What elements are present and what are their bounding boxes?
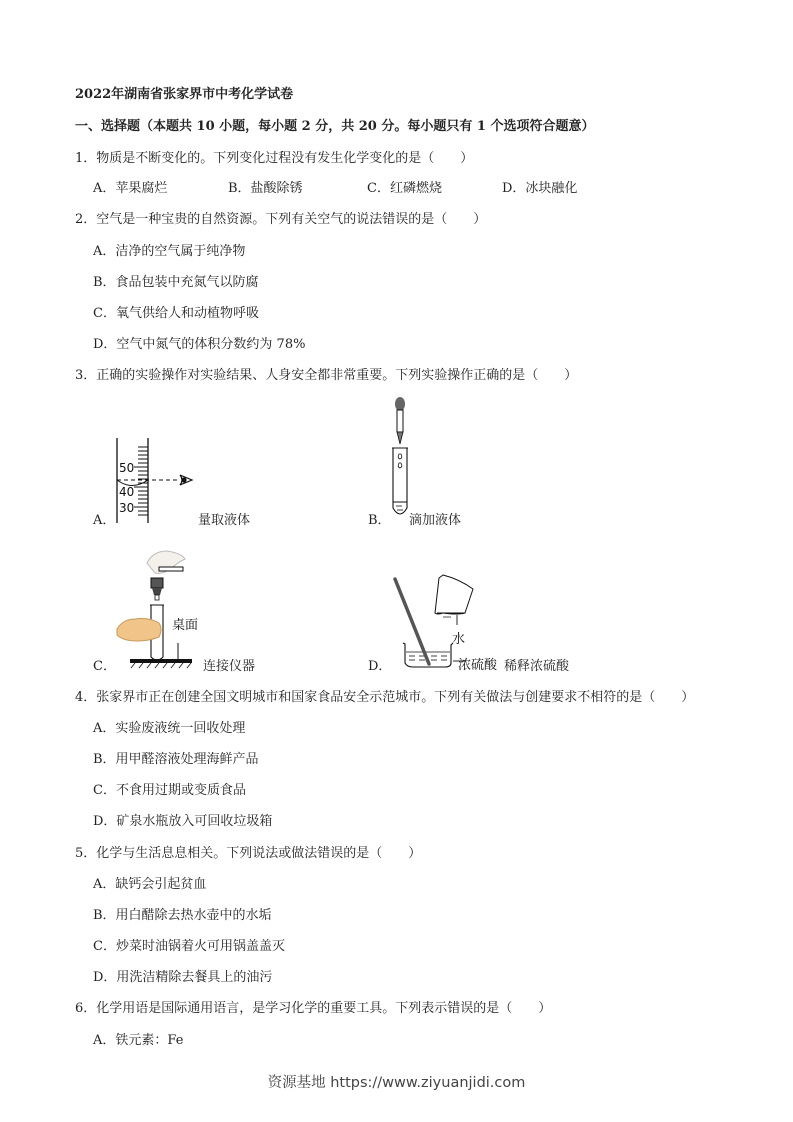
question-5-option-c: C．炒菜时油锅着火可用锅盖盖灭 (93, 939, 285, 954)
question-3-option-d-caption: 稀释浓硫酸 (504, 659, 570, 674)
graduated-cylinder-diagram (110, 436, 205, 526)
question-3-option-d-letter: D． (368, 659, 392, 674)
connecting-apparatus-diagram (115, 545, 205, 670)
question-1-option-c: C．红磷燃烧 (367, 181, 442, 196)
question-1-stem: 1．物质是不断变化的。下列变化过程没有发生化学变化的是（ ） (75, 151, 474, 166)
question-1-option-d: D．冰块融化 (502, 181, 578, 196)
question-2-option-c: C．氧气供给人和动植物呼吸 (93, 306, 259, 321)
question-2-option-b: B．食品包装中充氮气以防腐 (93, 275, 259, 290)
question-5-option-b: B．用白醋除去热水壶中的水垢 (93, 908, 272, 923)
question-4-option-a: A．实验废液统一回收处理 (93, 721, 246, 736)
hand-icon (117, 619, 161, 642)
question-1-option-a: A．苹果腐烂 (93, 181, 168, 196)
dropper-test-tube-diagram (385, 396, 415, 526)
footer-watermark: 资源基地 https://www.ziyuanjidi.com (267, 1075, 526, 1091)
question-3-option-c-caption: 连接仪器 (203, 659, 256, 674)
question-5-option-d: D．用洗洁精除去餐具上的油污 (93, 970, 273, 985)
question-4-option-c: C．不食用过期或变质食品 (93, 783, 246, 798)
question-3-option-a-letter: A． (93, 513, 116, 528)
svg-text:40: 40 (119, 485, 135, 499)
question-3-option-c-letter: C． (93, 659, 116, 674)
question-4-stem: 4．张家界市正在创建全国文明城市和国家食品安全示范城市。下列有关做法与创建要求不相符的是（ ） (75, 690, 695, 705)
svg-text:50: 50 (119, 461, 135, 475)
glass-rod (395, 579, 429, 664)
question-3-option-b-letter: B． (368, 513, 391, 528)
question-3-stem: 3．正确的实验操作对实验结果、人身安全都非常重要。下列实验操作正确的是（ ） (75, 368, 578, 383)
question-4-option-b: B．用甲醛溶液处理海鲜产品 (93, 752, 259, 767)
question-2-stem: 2．空气是一种宝贵的自然资源。下列有关空气的说法错误的是（ ） (75, 212, 487, 227)
svg-text:30: 30 (119, 501, 135, 515)
question-2-option-a: A．洁净的空气属于纯净物 (93, 244, 246, 259)
eye-icon (180, 475, 192, 485)
question-6-option-a: A．铁元素：Fe (93, 1033, 184, 1048)
question-4-option-d: D．矿泉水瓶放入可回收垃圾箱 (93, 814, 273, 829)
concentrated-sulfuric-acid-label: 浓硫酸 (458, 658, 498, 673)
page-title: 2022年湖南省张家界市中考化学试卷 (75, 87, 294, 102)
question-5-option-a: A．缺钙会引起贫血 (93, 877, 207, 892)
question-3-option-b-caption: 滴加液体 (409, 513, 462, 528)
section-heading: 一、选择题（本题共 10 小题，每小题 2 分，共 20 分。每小题只有 1 个选项符合题意） (75, 119, 595, 134)
question-1-option-b: B．盐酸除锈 (228, 181, 303, 196)
water-label: 水 (452, 632, 466, 647)
desktop-label: 桌面 (172, 618, 199, 633)
question-6-stem: 6．化学用语是国际通用语言，是学习化学的重要工具。下列表示错误的是（ ） (75, 1001, 552, 1016)
question-3-option-a-caption: 量取液体 (198, 513, 251, 528)
question-2-option-d: D．空气中氮气的体积分数约为 78% (93, 337, 306, 352)
question-5-stem: 5．化学与生活息息相关。下列说法或做法错误的是（ ） (75, 846, 422, 861)
